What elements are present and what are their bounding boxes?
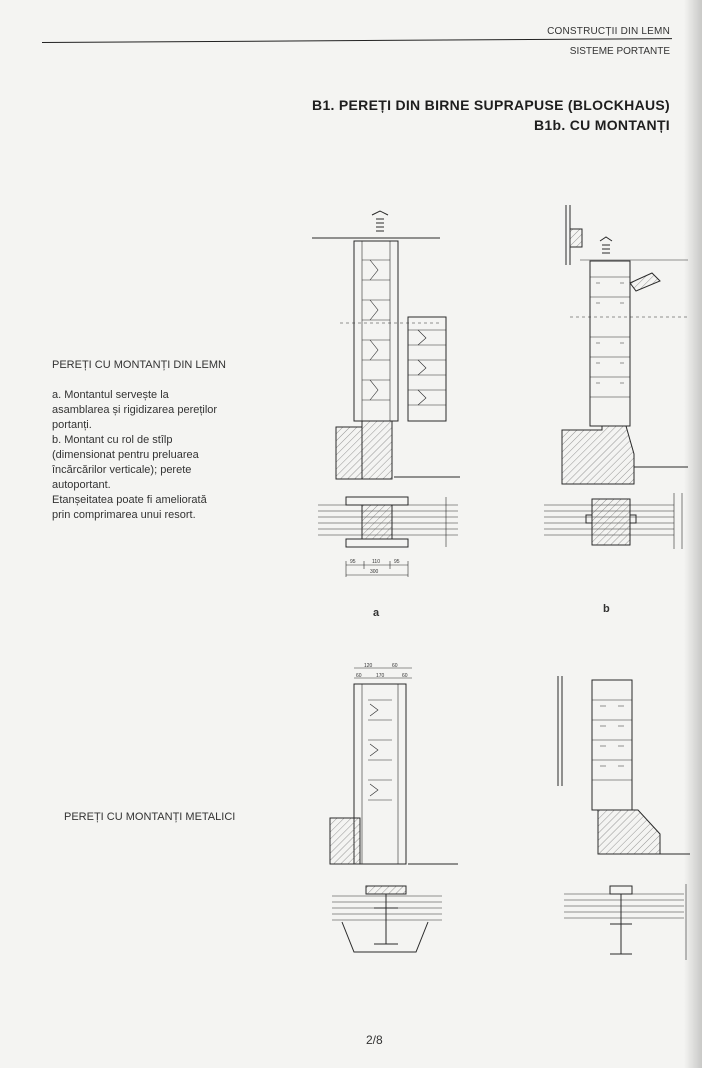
section-wood-line: autoportant. bbox=[52, 479, 111, 491]
dim-a-left: 95 bbox=[350, 559, 356, 565]
figure-b-label: b bbox=[603, 603, 610, 615]
page-title: B1. PEREȚI DIN BIRNE SUPRAPUSE (BLOCKHAUS) bbox=[312, 97, 670, 113]
section-wood-line: asamblarea și rigidizarea pereților bbox=[52, 404, 218, 416]
figure-a-drawing bbox=[310, 205, 470, 585]
figure-metal-a-dimensions bbox=[354, 663, 412, 679]
section-wood-line: b. Montant cu rol de stîlp bbox=[52, 434, 173, 446]
dim-c-top-left: 120 bbox=[364, 663, 373, 669]
dim-a-total: 300 bbox=[370, 569, 379, 575]
section-wood-line: încărcărilor verticale); perete bbox=[52, 464, 192, 476]
header-rule bbox=[42, 38, 672, 43]
figure-a-label: a bbox=[373, 607, 380, 619]
figure-metal-a-plan bbox=[332, 886, 442, 952]
figure-metal-a-drawing bbox=[318, 660, 468, 970]
section-wood-line: Etanșeitatea poate fi ameliorată bbox=[52, 494, 207, 506]
figure-metal-b-plan bbox=[564, 884, 686, 960]
section-wood-line: portanți. bbox=[52, 419, 92, 431]
dim-a-right: 95 bbox=[394, 559, 400, 565]
figure-b-drawing bbox=[540, 205, 690, 555]
dim-c-top-right: 60 bbox=[392, 663, 398, 669]
page-edge-shadow bbox=[684, 0, 702, 1068]
figure-a-dimensions bbox=[346, 559, 408, 577]
section-wood-line: prin comprimarea unui resort. bbox=[52, 509, 196, 521]
dim-c-inner-mid: 170 bbox=[376, 673, 385, 679]
header-category: CONSTRUCȚII DIN LEMN bbox=[547, 26, 670, 37]
page-number: 2/8 bbox=[366, 1033, 383, 1047]
figure-metal-b-drawing bbox=[550, 676, 700, 966]
figure-a-plan bbox=[318, 497, 458, 547]
dim-c-inner-left: 60 bbox=[356, 673, 362, 679]
section-metal-heading: PEREȚI CU MONTANȚI METALICI bbox=[64, 811, 236, 823]
dim-a-mid: 110 bbox=[372, 559, 380, 565]
section-wood-posts bbox=[52, 358, 282, 523]
header-subcategory: SISTEME PORTANTE bbox=[569, 46, 670, 57]
section-wood-line: a. Montantul servește la bbox=[52, 389, 169, 401]
dim-c-inner-right: 60 bbox=[402, 673, 408, 679]
figure-b-plan bbox=[544, 493, 682, 549]
section-wood-line: (dimensionat pentru preluarea bbox=[52, 449, 199, 461]
section-wood-heading: PEREȚI CU MONTANȚI DIN LEMN bbox=[52, 359, 226, 371]
page-subtitle: B1b. CU MONTANȚI bbox=[534, 117, 670, 133]
